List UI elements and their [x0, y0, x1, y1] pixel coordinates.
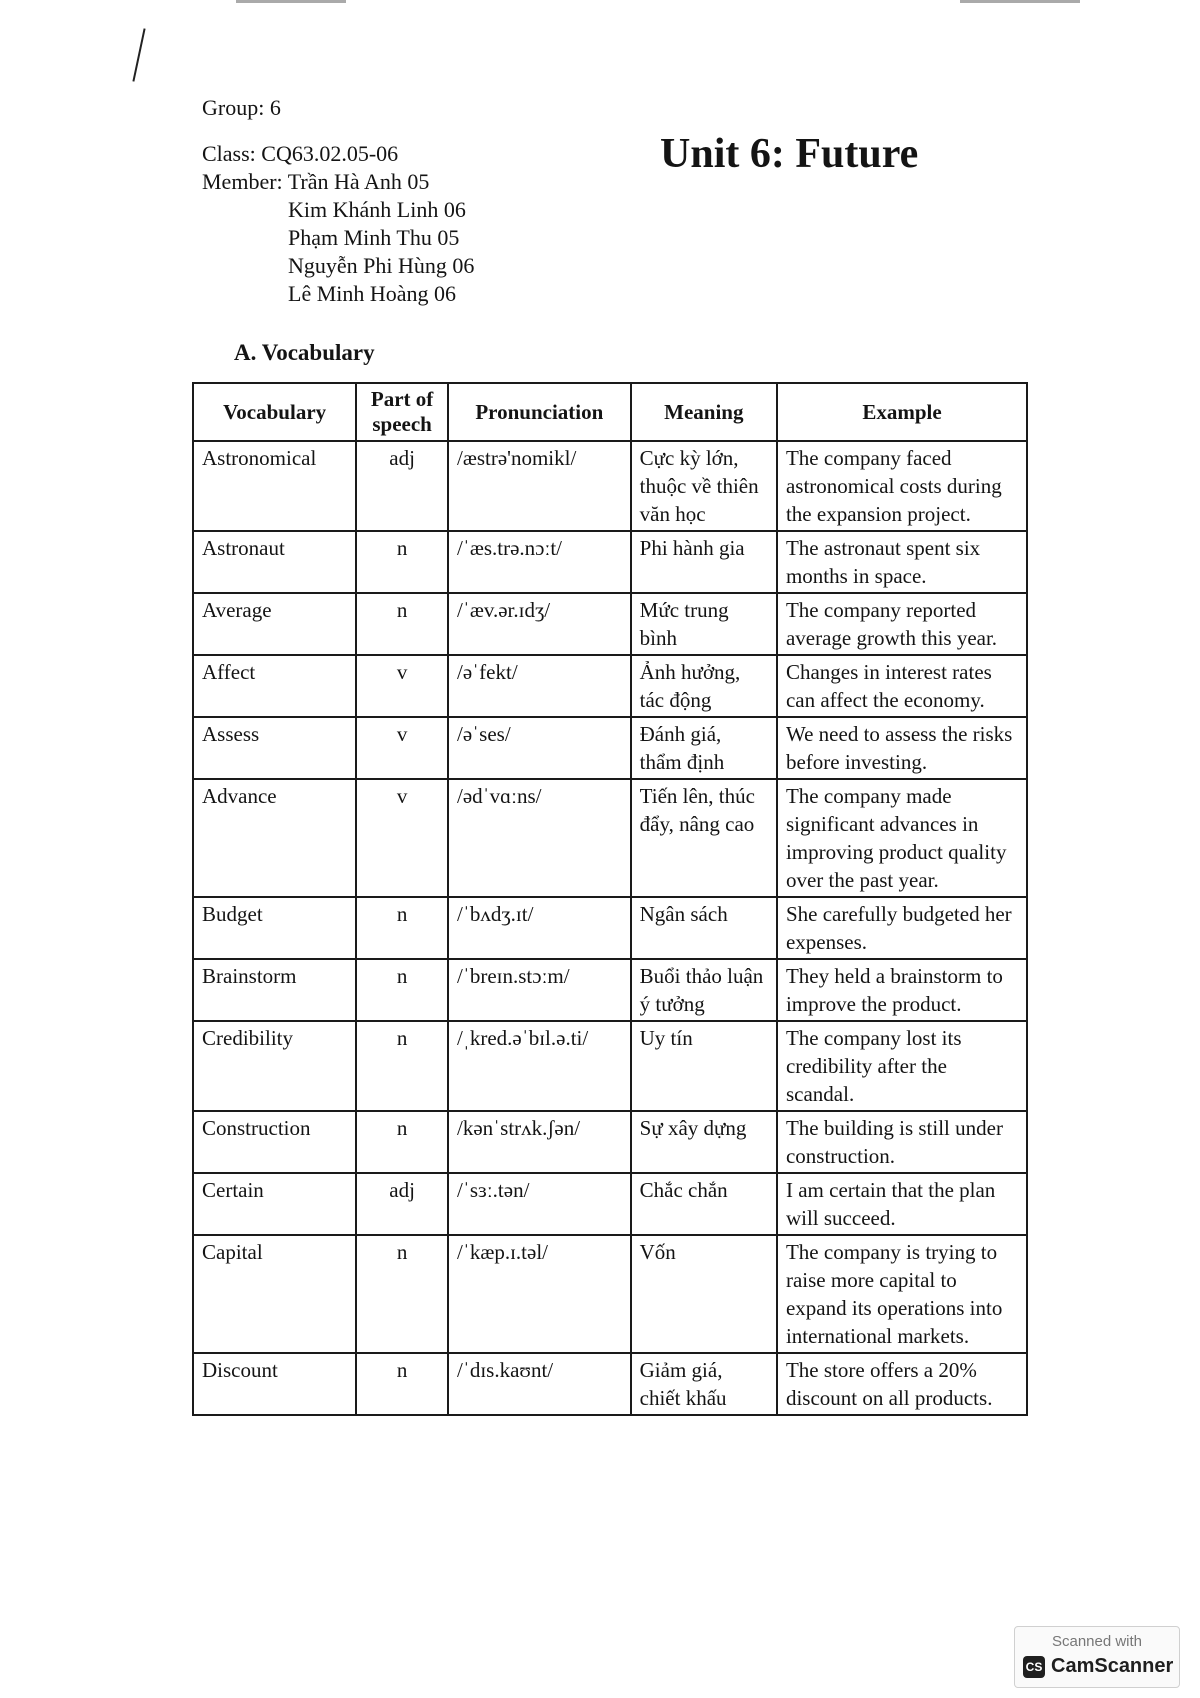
member-name: Trần Hà Anh 05	[287, 169, 430, 194]
table-row	[193, 779, 1027, 897]
vocab-cell: Assess	[193, 717, 356, 779]
example-cell: The company reported average growth this year.	[777, 593, 1027, 655]
vocab-cell: Advance	[193, 779, 356, 897]
member-name: Nguyễn Phi Hùng 06	[288, 253, 475, 278]
scan-smudge	[960, 0, 1080, 3]
column-header: Vocabulary	[193, 383, 356, 441]
part-of-speech-cell: n	[356, 959, 448, 1021]
meaning-cell: Mức trung bình	[631, 593, 777, 655]
pronunciation-cell: /əˈfekt/	[448, 655, 631, 717]
table-row	[193, 959, 1027, 1021]
example-cell: The company lost its credibility after the scandal.	[777, 1021, 1027, 1111]
column-header: Meaning	[631, 383, 777, 441]
column-header: Part of speech	[356, 383, 448, 441]
vocab-cell: Budget	[193, 897, 356, 959]
table-row	[193, 1173, 1027, 1235]
example-cell: The company faced astronomical costs during the expansion project.	[777, 441, 1027, 531]
meaning-cell: Phi hành gia	[631, 531, 777, 593]
member-name: Lê Minh Hoàng 06	[288, 281, 457, 306]
pronunciation-cell: /ˈkæp.ɪ.təl/	[448, 1235, 631, 1353]
pronunciation-cell: /ˈbʌdʒ.ɪt/	[448, 897, 631, 959]
part-of-speech-cell: n	[356, 1353, 448, 1415]
meaning-cell: Tiến lên, thúc đẩy, nâng cao	[631, 779, 777, 897]
vocab-cell: Certain	[193, 1173, 356, 1235]
part-of-speech-cell: n	[356, 897, 448, 959]
part-of-speech-cell: adj	[356, 441, 448, 531]
pronunciation-cell: /ˈæs.trə.nɔːt/	[448, 531, 631, 593]
camscanner-watermark	[1014, 1626, 1180, 1688]
vocab-cell: Brainstorm	[193, 959, 356, 1021]
class-label: Class: CQ63.02.05-06	[202, 141, 399, 166]
vocab-cell: Credibility	[193, 1021, 356, 1111]
table-row	[193, 1111, 1027, 1173]
vocab-cell: Affect	[193, 655, 356, 717]
example-cell: The company is trying to raise more capital to expand its operations into international markets.	[777, 1235, 1027, 1353]
meaning-cell: Ảnh hưởng, tác động	[631, 655, 777, 717]
part-of-speech-cell: v	[356, 779, 448, 897]
table-row	[193, 593, 1027, 655]
watermark-brand-name: CamScanner	[1051, 1655, 1174, 1677]
pronunciation-cell: /ˌkred.əˈbɪl.ə.ti/	[448, 1021, 631, 1111]
meaning-cell: Cực kỳ lớn, thuộc về thiên văn học	[631, 441, 777, 531]
vocab-cell: Capital	[193, 1235, 356, 1353]
part-of-speech-cell: n	[356, 593, 448, 655]
section-heading: A. Vocabulary	[234, 340, 375, 365]
meaning-cell: Buổi thảo luận ý tưởng	[631, 959, 777, 1021]
table-row	[193, 1021, 1027, 1111]
part-of-speech-cell: n	[356, 1021, 448, 1111]
meaning-cell: Vốn	[631, 1235, 777, 1353]
table-body	[193, 441, 1027, 1415]
watermark-caption: Scanned with	[1051, 1633, 1143, 1650]
meaning-cell: Uy tín	[631, 1021, 777, 1111]
example-cell: The company made significant advances in improving product quality over the past year.	[777, 779, 1027, 897]
example-cell: The store offers a 20% discount on all products.	[777, 1353, 1027, 1415]
example-cell: I am certain that the plan will succeed.	[777, 1173, 1027, 1235]
part-of-speech-cell: n	[356, 1235, 448, 1353]
member-label: Member:	[202, 169, 283, 194]
meaning-cell: Giảm giá, chiết khấu	[631, 1353, 777, 1415]
member-list	[202, 196, 474, 308]
group-info	[202, 94, 474, 308]
part-of-speech-cell: adj	[356, 1173, 448, 1235]
member-row	[202, 168, 474, 196]
part-of-speech-cell: n	[356, 531, 448, 593]
part-of-speech-cell: v	[356, 655, 448, 717]
table-row	[193, 655, 1027, 717]
pen-mark	[132, 28, 145, 81]
vocabulary-table	[192, 382, 1028, 1416]
example-cell: The astronaut spent six months in space.	[777, 531, 1027, 593]
meaning-cell: Đánh giá, thẩm định	[631, 717, 777, 779]
example-cell: We need to assess the risks before investing.	[777, 717, 1027, 779]
meaning-cell: Ngân sách	[631, 897, 777, 959]
table-row	[193, 1235, 1027, 1353]
table-row	[193, 897, 1027, 959]
part-of-speech-cell: n	[356, 1111, 448, 1173]
pronunciation-cell: /kənˈstrʌk.ʃən/	[448, 1111, 631, 1173]
vocab-cell: Average	[193, 593, 356, 655]
watermark-brand	[1023, 1655, 1173, 1678]
column-header: Example	[777, 383, 1027, 441]
pronunciation-cell: /ˈdɪs.kaʊnt/	[448, 1353, 631, 1415]
example-cell: The building is still under construction.	[777, 1111, 1027, 1173]
member-name: Kim Khánh Linh 06	[288, 197, 466, 222]
example-cell: She carefully budgeted her expenses.	[777, 897, 1027, 959]
vocab-cell: Astronomical	[193, 441, 356, 531]
camscanner-icon: CS	[1023, 1656, 1045, 1678]
table-header-row	[193, 383, 1027, 441]
pronunciation-cell: /ˈæv.ər.ɪdʒ/	[448, 593, 631, 655]
table-row	[193, 441, 1027, 531]
member-name: Phạm Minh Thu 05	[288, 225, 460, 250]
vocab-cell: Astronaut	[193, 531, 356, 593]
column-header: Pronunciation	[448, 383, 631, 441]
pronunciation-cell: /ˈsɜː.tən/	[448, 1173, 631, 1235]
table-row	[193, 1353, 1027, 1415]
scan-smudge	[236, 0, 346, 3]
pronunciation-cell: /əˈses/	[448, 717, 631, 779]
page-title: Unit 6: Future	[660, 131, 919, 177]
part-of-speech-cell: v	[356, 717, 448, 779]
table-row	[193, 717, 1027, 779]
group-label: Group: 6	[202, 95, 281, 120]
meaning-cell: Chắc chắn	[631, 1173, 777, 1235]
pronunciation-cell: /ˈbreɪn.stɔːm/	[448, 959, 631, 1021]
pronunciation-cell: /ədˈvɑːns/	[448, 779, 631, 897]
table-row	[193, 531, 1027, 593]
example-cell: Changes in interest rates can affect the economy.	[777, 655, 1027, 717]
vocab-cell: Discount	[193, 1353, 356, 1415]
meaning-cell: Sự xây dựng	[631, 1111, 777, 1173]
vocab-cell: Construction	[193, 1111, 356, 1173]
example-cell: They held a brainstorm to improve the product.	[777, 959, 1027, 1021]
pronunciation-cell: /æstrə'nomikl/	[448, 441, 631, 531]
